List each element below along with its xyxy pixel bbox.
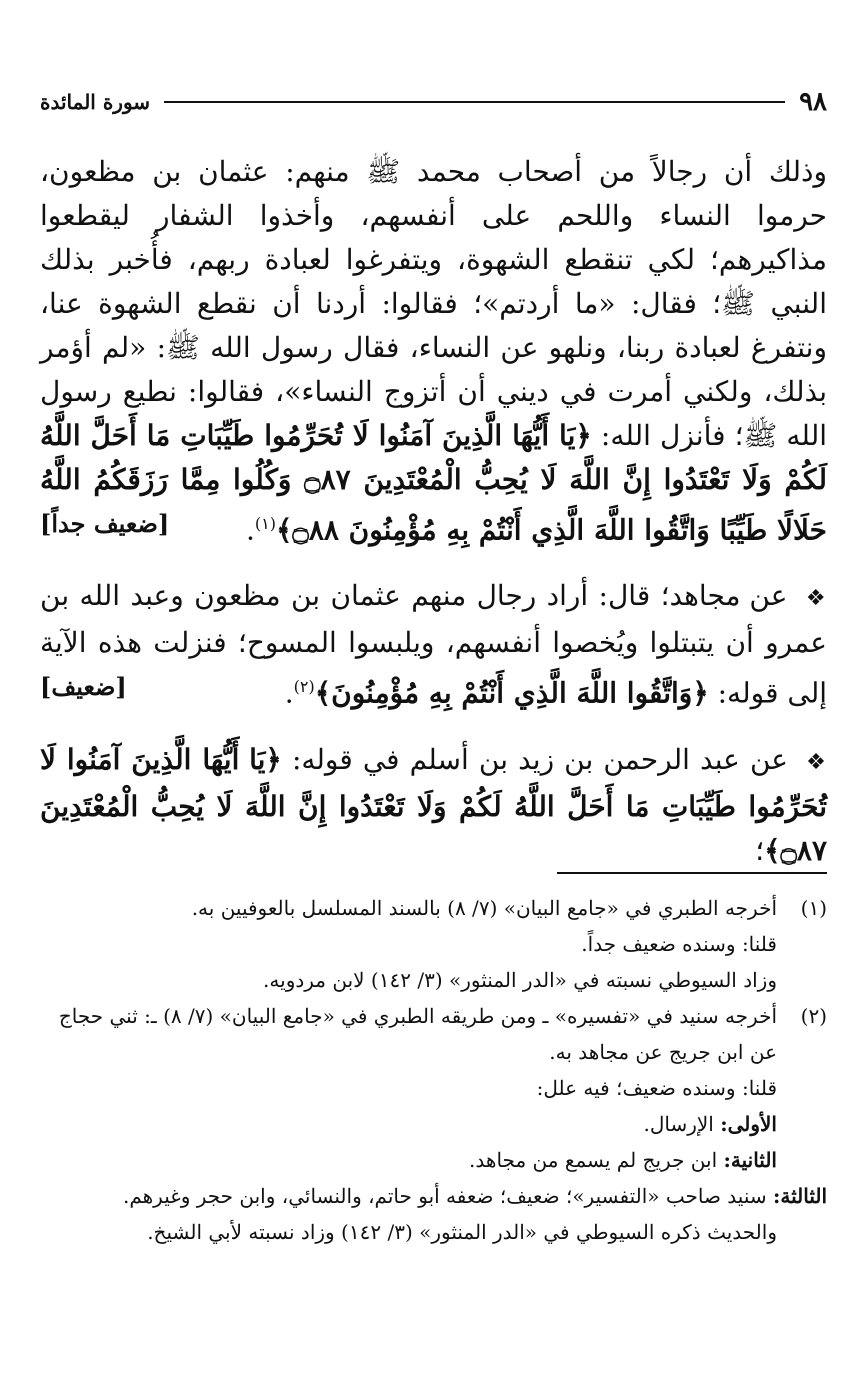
item-text: ابن جريج لم يسمع من مجاهد.: [469, 1148, 718, 1172]
footnote-ref-2[interactable]: (٢): [293, 677, 315, 697]
bullet-icon: ❖: [806, 749, 827, 775]
footnote-2-item: [40, 1178, 827, 1214]
footnote-2-number: (٢): [800, 1004, 827, 1028]
page-header: [40, 82, 827, 122]
footnote-2-line: قلنا: وسنده ضعيف؛ فيه علل:: [536, 1076, 777, 1100]
footnotes: [40, 890, 827, 1250]
main-text: [40, 150, 827, 873]
grade-weak: [ضعيف]: [40, 672, 127, 702]
paragraph-1-text: وذلك أن رجالاً من أصحاب محمد ﷺ منهم: عثمان بن مظعون، حرموا النساء واللحم على أنفسهم، وأخذوا الشفار ليقطعوا مذاكيرهم؛ لكي تنقطع الشهوة، ويتفرغوا لعبادة ربهم، فأُخبر بذلك النبي ﷺ؛ فقال: «ما أردتم»؛ فقالوا: أردنا أن نقطع الشهوة عنا، ونتفرغ لعبادة ربنا، ونلهو عن النساء، فقال رسول الله ﷺ: «لم أؤمر بذلك، ولكني أمرت في ديني أن أتزوج النساء»، فقالوا: نطيع رسول الله ﷺ؛ فأنزل الله:: [40, 155, 828, 452]
page-number: ٩٨: [799, 87, 827, 117]
quran-verse-87-88: ﴿يَا أَيُّهَا الَّذِينَ آمَنُوا لَا تُحَرِّمُوا طَيِّبَاتِ مَا أَحَلَّ اللَّهُ لَكُمْ وَلَا تَعْتَدُوا إِنَّ اللَّهَ لَا يُحِبُّ الْمُعْتَدِينَ ۝٨٧ وَكُلُوا مِمَّا رَزَقَكُمُ اللَّهُ حَلَالًا طَيِّبًا وَاتَّقُوا اللَّهَ الَّذِي أَنْتُمْ بِهِ مُؤْمِنُونَ ۝٨٨﴾: [40, 419, 827, 547]
item-label: الثالثة:: [772, 1184, 827, 1208]
footnote-separator: [557, 872, 827, 874]
paragraph-2: ❖ عن مجاهد؛ قال: أراد رجال منهم عثمان بن مظعون وعبد الله بن عمرو أن يتبتلوا ويُخصوا أنفسهم، ويلبسوا المسوح؛ فنزلت هذه الآية إلى قوله: ﴿وَاتَّقُوا اللَّهَ الَّذِي أَنْتُمْ بِهِ مُؤْمِنُونَ﴾$^{(٢)}$. [ضعيف]: [40, 579, 828, 710]
item-label: الأولى:: [720, 1112, 777, 1136]
footnote-ref-1[interactable]: (١): [254, 514, 276, 533]
footnote-2-continued: [40, 1178, 827, 1250]
footnote-2-line: والحديث ذكره السيوطي في «الدر المنثور» (٣/ ١٤٢) وزاد نسبته لأبي الشيخ.: [147, 1220, 777, 1244]
footnote-1-line: قلنا: وسنده ضعيف جداً.: [581, 932, 777, 956]
footnote-2-item: [40, 1106, 777, 1142]
item-label: الثانية:: [723, 1148, 777, 1172]
item-text: سنيد صاحب «التفسير»؛ ضعيف؛ ضعفه أبو حاتم، والنسائي، وابن حجر وغيرهم.: [122, 1184, 767, 1208]
surah-title: سورة المائدة: [40, 90, 151, 114]
paragraph-1: وذلك أن رجالاً من أصحاب محمد ﷺ منهم: عثمان بن مظعون، حرموا النساء واللحم على أنفسهم، وأخذوا الشفار ليقطعوا مذاكيرهم؛ لكي تنقطع الشهوة، ويتفرغوا لعبادة ربهم، فأُخبر بذلك النبي ﷺ؛ فقال: «ما أردتم»؛ فقالوا: أردنا أن نقطع الشهوة عنا، ونتفرغ لعبادة ربنا، ونلهو عن النساء، فقال رسول الله ﷺ: «لم أؤمر بذلك، ولكني أمرت في ديني أن أتزوج النساء»، فقالوا: نطيع رسول الله ﷺ؛ فأنزل الله: ﴿يَا أَيُّهَا الَّذِينَ آمَنُوا لَا تُحَرِّمُوا طَيِّبَاتِ مَا أَحَلَّ اللَّهُ لَكُمْ وَلَا تَعْتَدُوا إِنَّ اللَّهَ لَا يُحِبُّ الْمُعْتَدِينَ ۝٨٧ وَكُلُوا مِمَّا رَزَقَكُمُ اللَّهُ حَلَالًا طَيِّبًا وَاتَّقُوا اللَّهَ الَّذِي أَنْتُمْ بِهِ مُؤْمِنُونَ ۝٨٨﴾$^{(١)}$. [ضعيف جداً]: [40, 155, 828, 547]
item-text: الإرسال.: [643, 1112, 714, 1136]
grade-very-weak: [ضعيف جداً]: [40, 509, 170, 538]
footnote-1-line: وزاد السيوطي نسبته في «الدر المنثور» (٣/ ١٤٢) لابن مردويه.: [263, 968, 777, 992]
paragraph-3-end: ؛: [755, 833, 765, 867]
footnote-2: [40, 998, 827, 1178]
footnote-2-line: أخرجه سنيد في «تفسيره» ـ ومن طريقه الطبري في «جامع البيان» (٧/ ٨) ـ: ثني حجاج عن ابن جريج عن مجاهد به.: [58, 1004, 777, 1064]
quran-verse-87: ﴿يَا أَيُّهَا الَّذِينَ آمَنُوا لَا تُحَرِّمُوا طَيِّبَاتِ مَا أَحَلَّ اللَّهُ لَكُمْ وَلَا تَعْتَدُوا إِنَّ اللَّهَ لَا يُحِبُّ الْمُعْتَدِينَ ۝٨٧﴾: [40, 742, 827, 867]
quran-verse-88: ﴿وَاتَّقُوا اللَّهَ الَّذِي أَنْتُمْ بِهِ مُؤْمِنُونَ﴾: [314, 676, 709, 710]
paragraph-2-text: عن مجاهد؛ قال: أراد رجال منهم عثمان بن مظعون وعبد الله بن عمرو أن يتبتلوا ويُخصوا أنفسهم، ويلبسوا المسوح؛ فنزلت هذه الآية إلى قوله:: [40, 579, 827, 710]
paragraph-3: [40, 738, 827, 873]
footnote-1-line: أخرجه الطبري في «جامع البيان» (٧/ ٨) بالسند المسلسل بالعوفيين به.: [191, 896, 777, 920]
paragraph-3-text: عن عبد الرحمن بن زيد بن أسلم في قوله:: [291, 742, 788, 776]
footnote-1-number: (١): [800, 896, 827, 920]
bullet-icon: ❖: [805, 586, 828, 612]
header-rule: [164, 101, 785, 103]
footnote-1: [40, 890, 827, 998]
footnote-2-item: [40, 1142, 777, 1178]
